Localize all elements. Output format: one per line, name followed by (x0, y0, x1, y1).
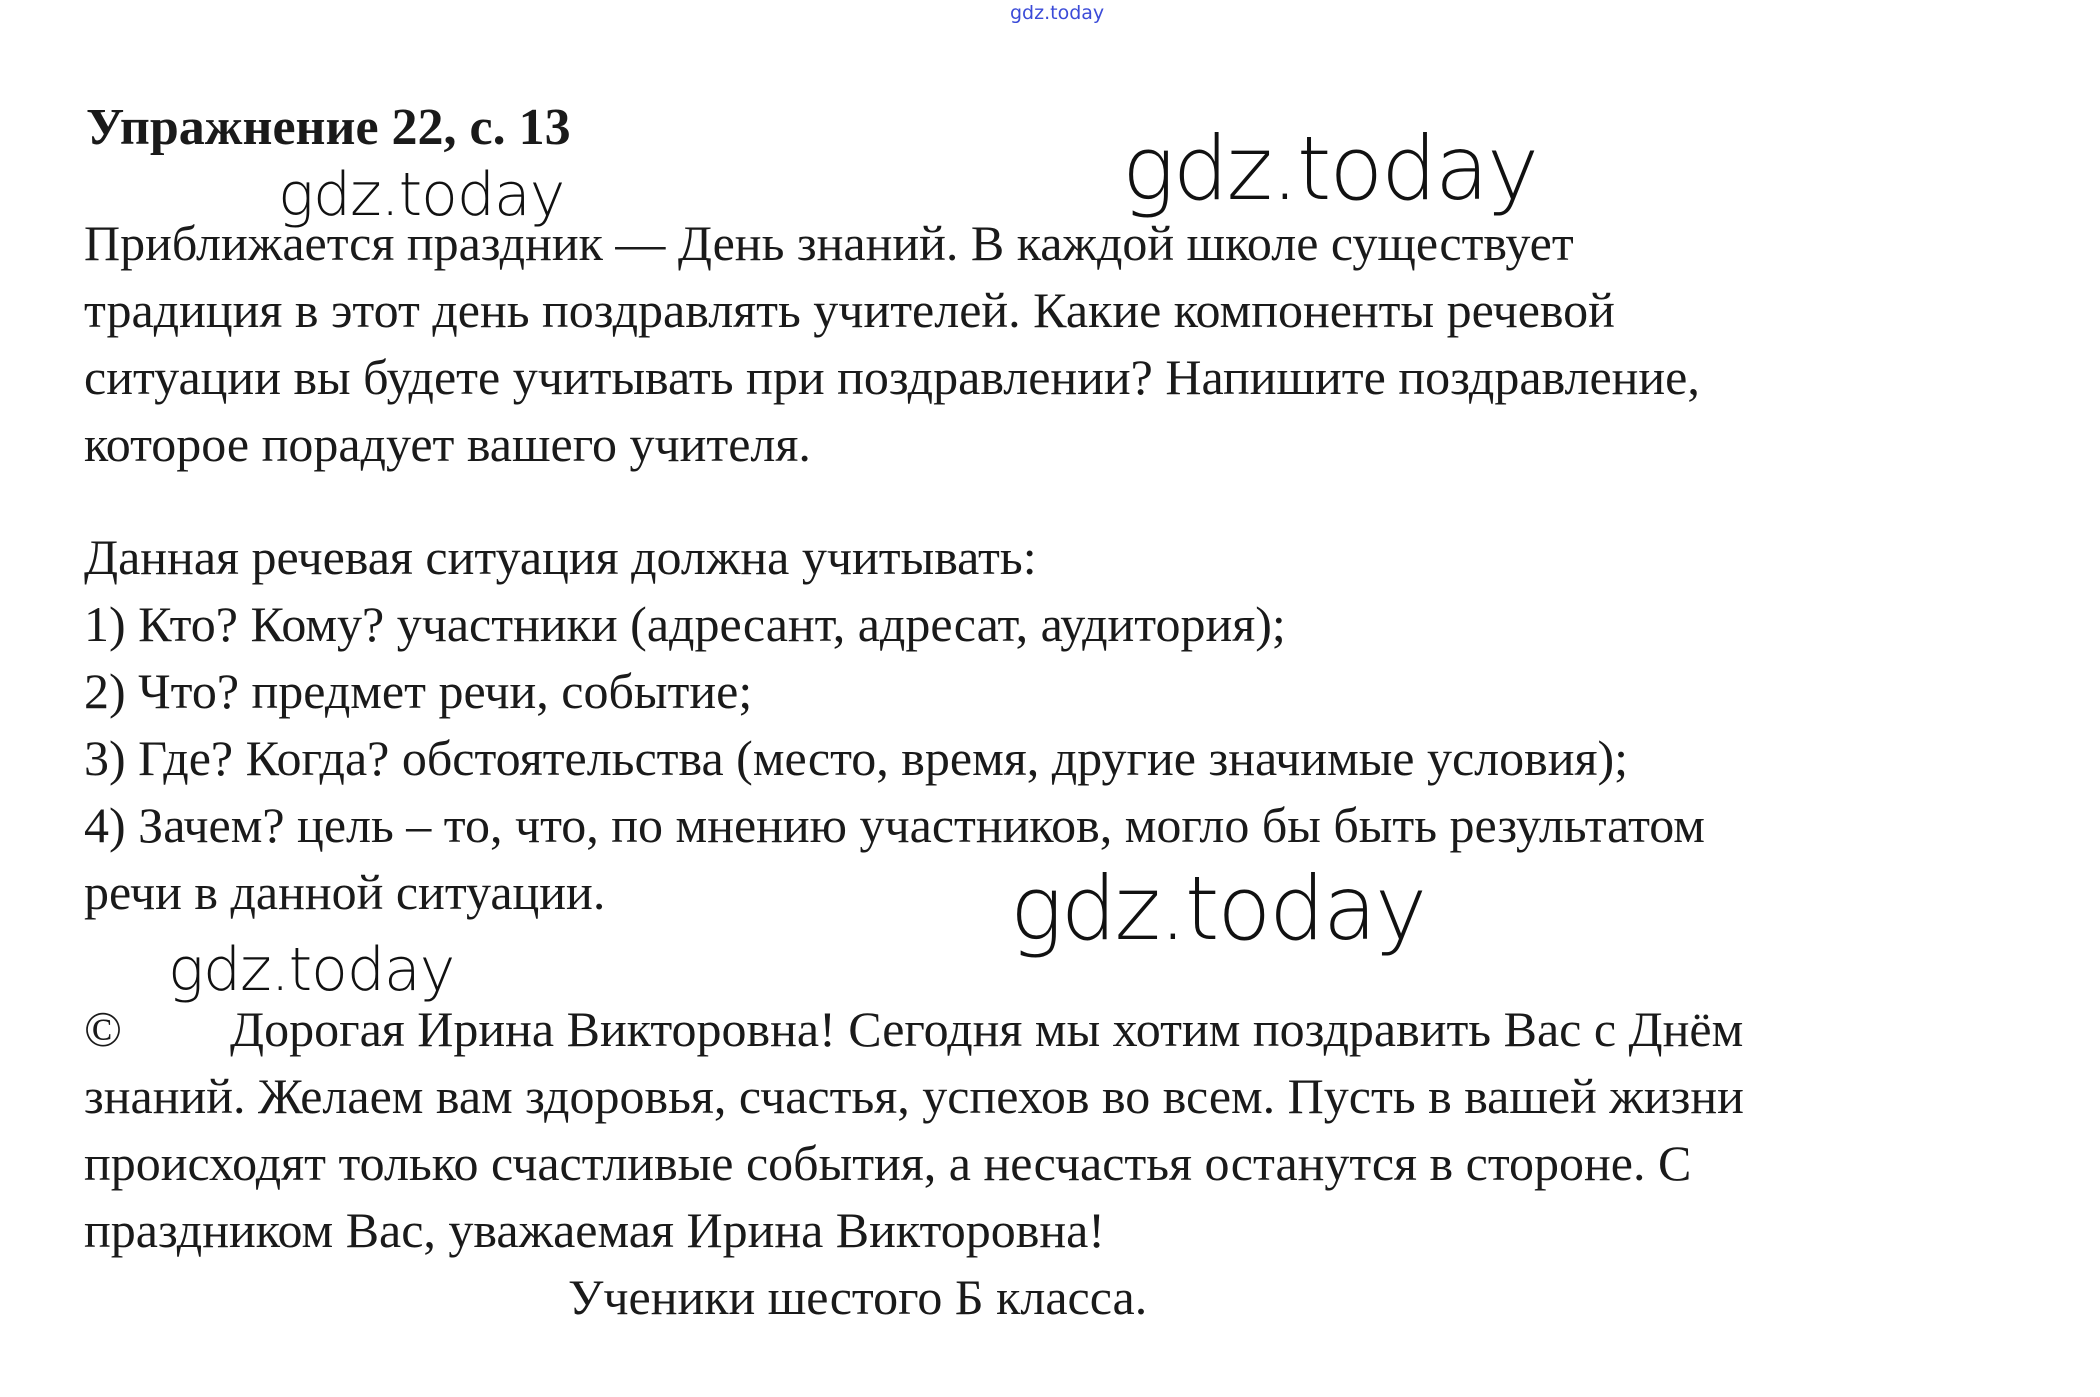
task-line: ситуации вы будете учитывать при поздравлении? Напишите поздравление, (84, 349, 1700, 405)
answer-greeting: Дорогая Ирина Викторовна! Сегодня мы хотим поздравить Вас с Днём (230, 1001, 1744, 1057)
answer-signature: Ученики шестого Б класса. (568, 1269, 1148, 1325)
top-watermark: gdz.today (1010, 2, 1105, 24)
analysis-line: 3) Где? Когда? обстоятельства (место, время, другие значимые условия); (84, 730, 1629, 786)
task-line: традиция в этот день поздравлять учителей. Какие компоненты речевой (84, 282, 1615, 338)
copyright-symbol: © (84, 1001, 122, 1057)
analysis-line: 4) Зачем? цель – то, что, по мнению участников, могло бы быть результатом (84, 797, 1705, 853)
analysis-line: 1) Кто? Кому? участники (адресант, адресат, аудитория); (84, 596, 1286, 652)
answer-line: происходят только счастливые события, а несчастья останутся в стороне. С (84, 1135, 1692, 1191)
watermark-2: gdz.today (1122, 117, 1538, 220)
task-text (84, 210, 1700, 478)
answer-line: знаний. Желаем вам здоровья, счастья, успехов во всем. Пусть в вашей жизни (84, 1068, 1744, 1124)
exercise-title: Упражнение 22, с. 13 (86, 99, 571, 156)
answer-first-line (84, 996, 1744, 1063)
answer-text (84, 996, 1744, 1264)
watermark-3: gdz.today (1010, 857, 1426, 960)
answer-line: праздником Вас, уважаемая Ирина Викторовна! (84, 1202, 1105, 1258)
task-line: Приближается праздник — День знаний. В каждой школе существует (84, 215, 1574, 271)
analysis-line: речи в данной ситуации. (84, 864, 606, 920)
analysis-text (84, 524, 1705, 926)
task-line: которое порадует вашего учителя. (84, 416, 811, 472)
watermark-4: gdz.today (168, 935, 455, 1005)
analysis-line: 2) Что? предмет речи, событие; (84, 663, 753, 719)
analysis-line: Данная речевая ситуация должна учитывать: (84, 529, 1037, 585)
watermark-1: gdz.today (278, 160, 565, 230)
